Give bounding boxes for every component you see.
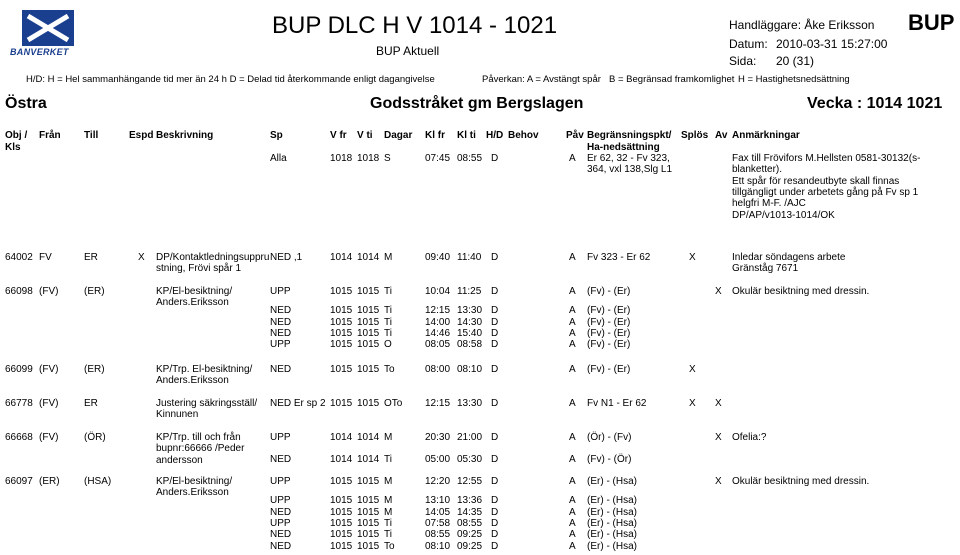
- cell-till: (ER): [84, 364, 105, 375]
- cell-vti: 1015: [357, 506, 380, 518]
- cell-begransningspkt: (Fv) - (Er): [587, 364, 631, 375]
- sida-value: 20 (31): [776, 54, 815, 68]
- cell-obj: 66097: [5, 476, 33, 487]
- cell-klti: 08:58: [457, 339, 483, 351]
- cell-anmarkning: Fax till Frövifors M.Hellsten 0581-30132(s-: [732, 153, 921, 164]
- cell-pav: A: [569, 327, 576, 339]
- cell-vti: 1014: [357, 252, 380, 263]
- cell-sp: NED: [270, 327, 292, 339]
- cell-sp: UPP: [270, 432, 291, 443]
- handlaggare: Handläggare: Åke Eriksson: [729, 18, 875, 32]
- cell-fran: (ER): [39, 476, 60, 487]
- cell-vti: 1015: [357, 364, 380, 375]
- cell-dagar: Ti: [384, 454, 392, 466]
- cell-vfr: 1015: [330, 327, 353, 339]
- cell-anmarkning: Ett spår för resandeutbyte skall finnas: [732, 175, 900, 187]
- cell-sp: NED: [270, 305, 292, 317]
- cell-sp: NED: [270, 540, 292, 552]
- datum-value: 2010-03-31 15:27:00: [776, 37, 888, 51]
- cell-sp: NED: [270, 506, 292, 518]
- cell-klti: 08:55: [457, 153, 483, 164]
- cell-beskrivning: stning, Frövi spår 1: [156, 263, 242, 275]
- cell-vfr: 1015: [330, 286, 353, 297]
- cell-sp: UPP: [270, 495, 291, 507]
- cell-klti: 12:55: [457, 476, 483, 487]
- cell-hd: D: [491, 454, 499, 466]
- cell-hd: D: [491, 252, 499, 263]
- cell-hd: D: [491, 476, 499, 487]
- cell-fran: (FV): [39, 364, 59, 375]
- cell-vti: 1015: [357, 517, 380, 529]
- cell-dagar: OTo: [384, 398, 403, 409]
- header-klti: Kl ti: [457, 130, 476, 141]
- cell-vti: 1015: [357, 398, 380, 409]
- cell-vti: 1015: [357, 540, 380, 552]
- cell-beskrivning: Anders.Eriksson: [156, 375, 229, 387]
- cell-klti: 14:35: [457, 506, 483, 518]
- header-hd: H/D: [486, 130, 504, 141]
- cell-obj: 66668: [5, 432, 33, 443]
- cell-pav: A: [569, 339, 576, 351]
- cell-till: ER: [84, 252, 98, 263]
- section-week: Vecka : 1014 1021: [807, 95, 943, 112]
- cell-sp: NED: [270, 529, 292, 541]
- cell-sp: NED: [270, 454, 292, 466]
- cell-dagar: M: [384, 476, 393, 487]
- cell-pav: A: [569, 305, 576, 317]
- cell-vti: 1014: [357, 454, 380, 466]
- cell-begransningspkt: (Er) - (Hsa): [587, 540, 637, 552]
- cell-begransningspkt: (Er) - (Hsa): [587, 476, 637, 487]
- cell-vfr: 1014: [330, 454, 353, 466]
- cell-beskrivning: KP/Trp. till och från: [156, 432, 241, 443]
- cell-anmarkning: Okulär besiktning med dressin.: [732, 286, 870, 297]
- cell-dagar: Ti: [384, 286, 392, 297]
- cell-vfr: 1015: [330, 495, 353, 507]
- header-dagar: Dagar: [384, 130, 413, 141]
- cell-vti: 1014: [357, 432, 380, 443]
- cell-vti: 1015: [357, 327, 380, 339]
- header-av: Av: [715, 130, 728, 141]
- header-fran: Från: [39, 130, 61, 141]
- legend-paverkan: Påverkan: A = Avstängt spår: [482, 74, 601, 85]
- datum-label: Datum:: [729, 37, 768, 51]
- cell-till: (ÖR): [84, 432, 106, 443]
- cell-dagar: Ti: [384, 316, 392, 328]
- cell-vti: 1015: [357, 476, 380, 487]
- cell-klfr: 07:45: [425, 153, 451, 164]
- banverket-logo: [22, 10, 74, 46]
- sida-label: Sida:: [729, 54, 757, 68]
- cell-klti: 09:25: [457, 540, 483, 552]
- cell-vti: 1018: [357, 153, 380, 164]
- cell-vfr: 1014: [330, 432, 353, 443]
- cell-hd: D: [491, 517, 499, 529]
- header-ha-nedsattning: Ha-nedsättning: [587, 142, 660, 153]
- cell-sp: NED: [270, 316, 292, 328]
- cell-dagar: Ti: [384, 305, 392, 317]
- cell-dagar: O: [384, 339, 392, 351]
- cell-begransningspkt: (Fv) - (Er): [587, 339, 631, 351]
- cell-pav: A: [569, 517, 576, 529]
- cell-pav: A: [569, 286, 576, 297]
- cell-begransningspkt: (Er) - (Hsa): [587, 506, 637, 518]
- cell-pav: A: [569, 153, 576, 164]
- cell-vti: 1015: [357, 305, 380, 317]
- cell-pav: A: [569, 495, 576, 507]
- cell-klti: 05:30: [457, 454, 483, 466]
- cell-klfr: 08:05: [425, 339, 451, 351]
- document-subtitle: BUP Aktuell: [376, 44, 440, 58]
- cell-beskrivning: KP/El-besiktning/: [156, 476, 233, 487]
- header-kls: Kls: [5, 142, 21, 153]
- cell-dagar: Ti: [384, 517, 392, 529]
- cell-anmarkning: DP/AP/v1013-1014/OK: [732, 209, 835, 221]
- cell-klfr: 14:46: [425, 327, 451, 339]
- cell-obj: 66099: [5, 364, 33, 375]
- cell-pav: A: [569, 398, 576, 409]
- cell-vti: 1015: [357, 286, 380, 297]
- cell-klfr: 08:10: [425, 540, 451, 552]
- cell-klfr: 20:30: [425, 432, 451, 443]
- cell-av: X: [715, 432, 722, 443]
- cell-dagar: To: [384, 540, 395, 552]
- section-area: Östra: [5, 95, 47, 112]
- cell-pav: A: [569, 252, 576, 263]
- cell-dagar: Ti: [384, 529, 392, 541]
- cell-vfr: 1015: [330, 529, 353, 541]
- cell-begransningspkt: (Fv) - (Ör): [587, 454, 632, 466]
- cell-dagar: M: [384, 432, 393, 443]
- cell-begransningspkt: (Er) - (Hsa): [587, 529, 637, 541]
- cell-klfr: 09:40: [425, 252, 451, 263]
- cell-pav: A: [569, 529, 576, 541]
- cell-hd: D: [491, 327, 499, 339]
- header-beskrivning: Beskrivning: [156, 130, 214, 141]
- cell-beskrivning: andersson: [156, 454, 203, 466]
- cell-begransningspkt: (Ör) - (Fv): [587, 432, 632, 443]
- cell-begransningspkt: Er 62, 32 - Fv 323,: [587, 153, 670, 164]
- cell-vfr: 1015: [330, 476, 353, 487]
- header-espd: Espd: [129, 130, 154, 141]
- cell-till: (HSA): [84, 476, 112, 487]
- cell-vfr: 1015: [330, 506, 353, 518]
- cell-vfr: 1015: [330, 540, 353, 552]
- cell-klfr: 12:15: [425, 398, 451, 409]
- cell-vfr: 1018: [330, 153, 353, 164]
- header-anmarkningar: Anmärkningar: [732, 130, 800, 141]
- cell-dagar: Ti: [384, 327, 392, 339]
- logo-text: BANVERKET: [10, 47, 69, 57]
- cell-begransningspkt: 364, vxl 138,Slg L1: [587, 164, 673, 176]
- cell-hd: D: [491, 540, 499, 552]
- cell-anmarkning: Ofelia:?: [732, 432, 767, 443]
- cell-klti: 11:40: [457, 252, 482, 263]
- cell-fran: FV: [39, 252, 52, 263]
- cell-fran: (FV): [39, 398, 59, 409]
- cell-anmarkning: tillgängligt under arbetets gång på Fv sp 1: [732, 186, 919, 198]
- legend-b: B = Begränsad framkomlighet: [609, 74, 735, 85]
- cell-hd: D: [491, 286, 499, 297]
- cell-hd: D: [491, 495, 499, 507]
- cell-fran: (FV): [39, 286, 59, 297]
- cell-pav: A: [569, 476, 576, 487]
- cell-vti: 1015: [357, 495, 380, 507]
- cell-klti: 09:25: [457, 529, 483, 541]
- cell-hd: D: [491, 506, 499, 518]
- cell-splos: X: [689, 364, 696, 375]
- cell-sp: UPP: [270, 339, 291, 351]
- cell-vfr: 1015: [330, 398, 353, 409]
- cell-klfr: 08:55: [425, 529, 451, 541]
- cell-anmarkning: Gränståg 7671: [732, 263, 799, 275]
- cell-dagar: M: [384, 495, 393, 507]
- cell-klti: 13:30: [457, 398, 483, 409]
- cell-beskrivning: bupnr:66666 /Peder: [156, 443, 245, 455]
- cell-hd: D: [491, 432, 499, 443]
- cell-klti: 15:40: [457, 327, 483, 339]
- cell-espd: X: [138, 252, 145, 263]
- cell-av: X: [715, 398, 722, 409]
- cell-klfr: 14:00: [425, 316, 451, 328]
- cell-vfr: 1015: [330, 316, 353, 328]
- cell-vfr: 1015: [330, 305, 353, 317]
- cell-sp: UPP: [270, 286, 291, 297]
- header-vti: V ti: [357, 130, 373, 141]
- cell-sp: UPP: [270, 476, 291, 487]
- cell-pav: A: [569, 316, 576, 328]
- cell-pav: A: [569, 432, 576, 443]
- cell-hd: D: [491, 529, 499, 541]
- header-vfr: V fr: [330, 130, 347, 141]
- cell-obj: 66098: [5, 286, 33, 297]
- section-route: Godsstråket gm Bergslagen: [370, 95, 584, 112]
- header-till: Till: [84, 130, 99, 141]
- cell-klti: 08:10: [457, 364, 483, 375]
- cell-beskrivning: Kinnunen: [156, 409, 199, 421]
- cell-klfr: 13:10: [425, 495, 451, 507]
- cell-vti: 1015: [357, 339, 380, 351]
- legend-hd: H/D: H = Hel sammanhängande tid mer än 24 h D = Delad tid återkommande enligt dagangivelse: [26, 74, 435, 85]
- cell-vfr: 1014: [330, 252, 353, 263]
- cell-klti: 14:30: [457, 316, 483, 328]
- cell-beskrivning: KP/El-besiktning/: [156, 286, 233, 297]
- cell-hd: D: [491, 316, 499, 328]
- cell-dagar: M: [384, 252, 393, 263]
- cell-klfr: 12:20: [425, 476, 451, 487]
- cell-begransningspkt: (Fv) - (Er): [587, 305, 631, 317]
- cell-anmarkning: Inledar söndagens arbete: [732, 252, 846, 263]
- cell-sp: NED: [270, 364, 292, 375]
- cell-vfr: 1015: [330, 339, 353, 351]
- cell-splos: X: [689, 398, 696, 409]
- header-begransningspkt: Begränsningspkt/: [587, 130, 672, 141]
- cell-dagar: S: [384, 153, 391, 164]
- cell-sp: Alla: [270, 153, 287, 164]
- cell-beskrivning: Anders.Eriksson: [156, 487, 229, 499]
- cell-klti: 11:25: [457, 286, 482, 297]
- cell-sp: NED ,1: [270, 252, 303, 263]
- cell-vfr: 1015: [330, 517, 353, 529]
- cell-klfr: 05:00: [425, 454, 451, 466]
- cell-anmarkning: blanketter).: [732, 164, 783, 176]
- legend-h: H = Hastighetsnedsättning: [738, 74, 850, 85]
- cell-begransningspkt: (Er) - (Hsa): [587, 517, 637, 529]
- cell-anmarkning: helgfri M-F. /AJC: [732, 198, 806, 210]
- cell-obj: 64002: [5, 252, 33, 263]
- cell-klfr: 08:00: [425, 364, 451, 375]
- cell-pav: A: [569, 506, 576, 518]
- cell-klfr: 10:04: [425, 286, 451, 297]
- cell-till: (ER): [84, 286, 105, 297]
- cell-klfr: 14:05: [425, 506, 451, 518]
- cell-vti: 1015: [357, 529, 380, 541]
- cell-anmarkning: Okulär besiktning med dressin.: [732, 476, 870, 487]
- header-obj: Obj /: [5, 130, 28, 141]
- cell-klfr: 07:58: [425, 517, 451, 529]
- header-pav: Påv: [566, 130, 584, 141]
- cell-vfr: 1015: [330, 364, 353, 375]
- cell-klti: 08:55: [457, 517, 483, 529]
- cell-fran: (FV): [39, 432, 59, 443]
- cell-beskrivning: KP/Trp. El-besiktning/: [156, 364, 253, 375]
- cell-beskrivning: DP/Kontaktledningsuppru: [156, 252, 270, 263]
- cell-klti: 13:36: [457, 495, 483, 507]
- cell-begransningspkt: (Fv) - (Er): [587, 316, 631, 328]
- cell-begransningspkt: Fv 323 - Er 62: [587, 252, 651, 263]
- cell-sp: NED Er sp 2: [270, 398, 326, 409]
- cell-hd: D: [491, 364, 499, 375]
- cell-pav: A: [569, 540, 576, 552]
- cell-sp: UPP: [270, 517, 291, 529]
- cell-splos: X: [689, 252, 696, 263]
- cell-dagar: To: [384, 364, 395, 375]
- cell-begransningspkt: (Fv) - (Er): [587, 286, 631, 297]
- cell-pav: A: [569, 454, 576, 466]
- cell-klti: 13:30: [457, 305, 483, 317]
- document-title: BUP DLC H V 1014 - 1021: [272, 12, 558, 39]
- cell-beskrivning: Justering säkringsställ/: [156, 398, 258, 409]
- banverket-logo-icon: [22, 10, 74, 46]
- cell-till: ER: [84, 398, 98, 409]
- cell-dagar: M: [384, 506, 393, 518]
- cell-klti: 21:00: [457, 432, 483, 443]
- cell-hd: D: [491, 398, 499, 409]
- header-splos: Splös: [681, 130, 709, 141]
- cell-beskrivning: Anders.Eriksson: [156, 297, 229, 309]
- cell-vti: 1015: [357, 316, 380, 328]
- header-klfr: Kl fr: [425, 130, 445, 141]
- header-behov: Behov: [508, 130, 539, 141]
- cell-begransningspkt: (Er) - (Hsa): [587, 495, 637, 507]
- cell-klfr: 12:15: [425, 305, 451, 317]
- cell-pav: A: [569, 364, 576, 375]
- cell-av: X: [715, 286, 722, 297]
- header-sp: Sp: [270, 130, 283, 141]
- cell-hd: D: [491, 339, 499, 351]
- cell-begransningspkt: Fv N1 - Er 62: [587, 398, 647, 409]
- cell-hd: D: [491, 153, 499, 164]
- cell-hd: D: [491, 305, 499, 317]
- cell-obj: 66778: [5, 398, 33, 409]
- brand-label: BUP: [908, 10, 955, 35]
- cell-begransningspkt: (Fv) - (Er): [587, 327, 631, 339]
- cell-av: X: [715, 476, 722, 487]
